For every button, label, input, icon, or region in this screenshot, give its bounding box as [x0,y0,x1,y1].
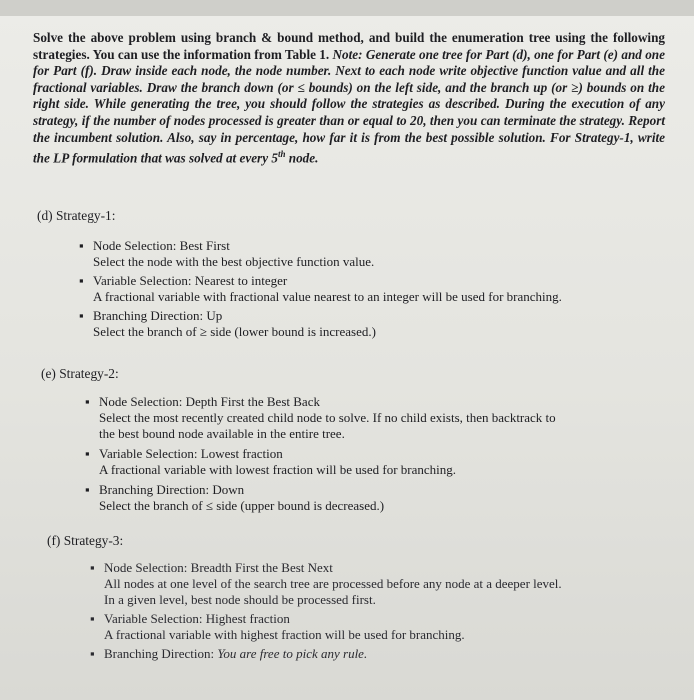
item-description: Select the branch of ≤ side (upper bound is decreased.) [99,498,385,513]
item-title: Branching Direction: Up [93,308,223,323]
part-f-items [90,560,680,662]
item-description: A fractional variable with fractional value nearest to an integer will be used for branching. [93,289,562,304]
part-f-heading: (f) Strategy-3: [47,533,124,548]
bullet-icon: ▪ [79,308,84,323]
list-item [85,394,680,410]
item-description: the best bound node available in the entire tree. [99,426,345,441]
part-d-heading: (d) Strategy-1: [37,208,116,223]
page-top-edge [0,0,694,16]
list-item [90,646,680,662]
item-title: Variable Selection: Nearest to integer [93,273,288,288]
bullet-icon: ▪ [90,560,95,575]
part-e-items [85,394,680,514]
list-item [90,560,680,576]
instructions-note: Note: Generate one tree for Part (d), one for Part (e) and one for Part (f). Draw inside each node, the node number. Next to each node write objective function value and all the fractional variables. Draw the branch down (or ≤ bounds) on the left side, and the branch up (or ≥) bounds on the right side. While generating the tree, you should follow the strategies as described. During the execution of any strategy, if the number of nodes processed is greater than or equal to 20, then you can terminate the strategy. Report the incumbent solution. Also, say in percentage, how far it is from the best possible solution. For Strategy-1, write the LP formulation that was solved at every 5 [33,46,665,166]
item-title: Branching Direction: Down [99,482,245,497]
part-e-heading: (e) Strategy-2: [41,366,119,381]
item-description: All nodes at one level of the search tree are processed before any node at a deeper level. [104,576,562,591]
item-title: Variable Selection: Highest fraction [104,611,290,626]
instructions-text: Solve the above problem using branch & bound method, and build the enumeration tree using the following strategies. You can use the information from Table 1. [33,30,665,62]
bullet-icon: ▪ [79,238,84,253]
item-title-italic: You are free to pick any rule. [217,646,368,661]
instructions-note-end: node. [285,150,319,166]
problem-instructions [33,30,665,167]
bullet-icon: ▪ [90,646,95,661]
item-title: Node Selection: Breadth First the Best Next [104,560,333,575]
item-title: Node Selection: Depth First the Best Back [99,394,320,409]
bullet-icon: ▪ [90,611,95,626]
list-item [85,482,680,498]
superscript-th: th [277,149,286,160]
list-item [79,308,679,324]
item-description: A fractional variable with lowest fraction will be used for branching. [99,462,457,477]
bullet-icon: ▪ [79,273,84,288]
item-description: In a given level, best node should be processed first. [104,592,376,607]
item-title: Branching Direction: [104,646,218,661]
list-item [85,446,680,462]
item-description: A fractional variable with highest fraction will be used for branching. [104,627,465,642]
part-d-items [79,238,679,340]
item-title: Variable Selection: Lowest fraction [99,446,283,461]
list-item [79,238,679,254]
list-item [90,611,680,627]
list-item [79,273,679,289]
item-description: Select the most recently created child node to solve. If no child exists, then backtrack to [99,410,556,425]
bullet-icon: ▪ [85,446,90,461]
item-title: Node Selection: Best First [93,238,230,253]
item-description: Select the node with the best objective function value. [93,254,375,269]
item-description: Select the branch of ≥ side (lower bound is increased.) [93,324,376,339]
bullet-icon: ▪ [85,394,90,409]
bullet-icon: ▪ [85,482,90,497]
